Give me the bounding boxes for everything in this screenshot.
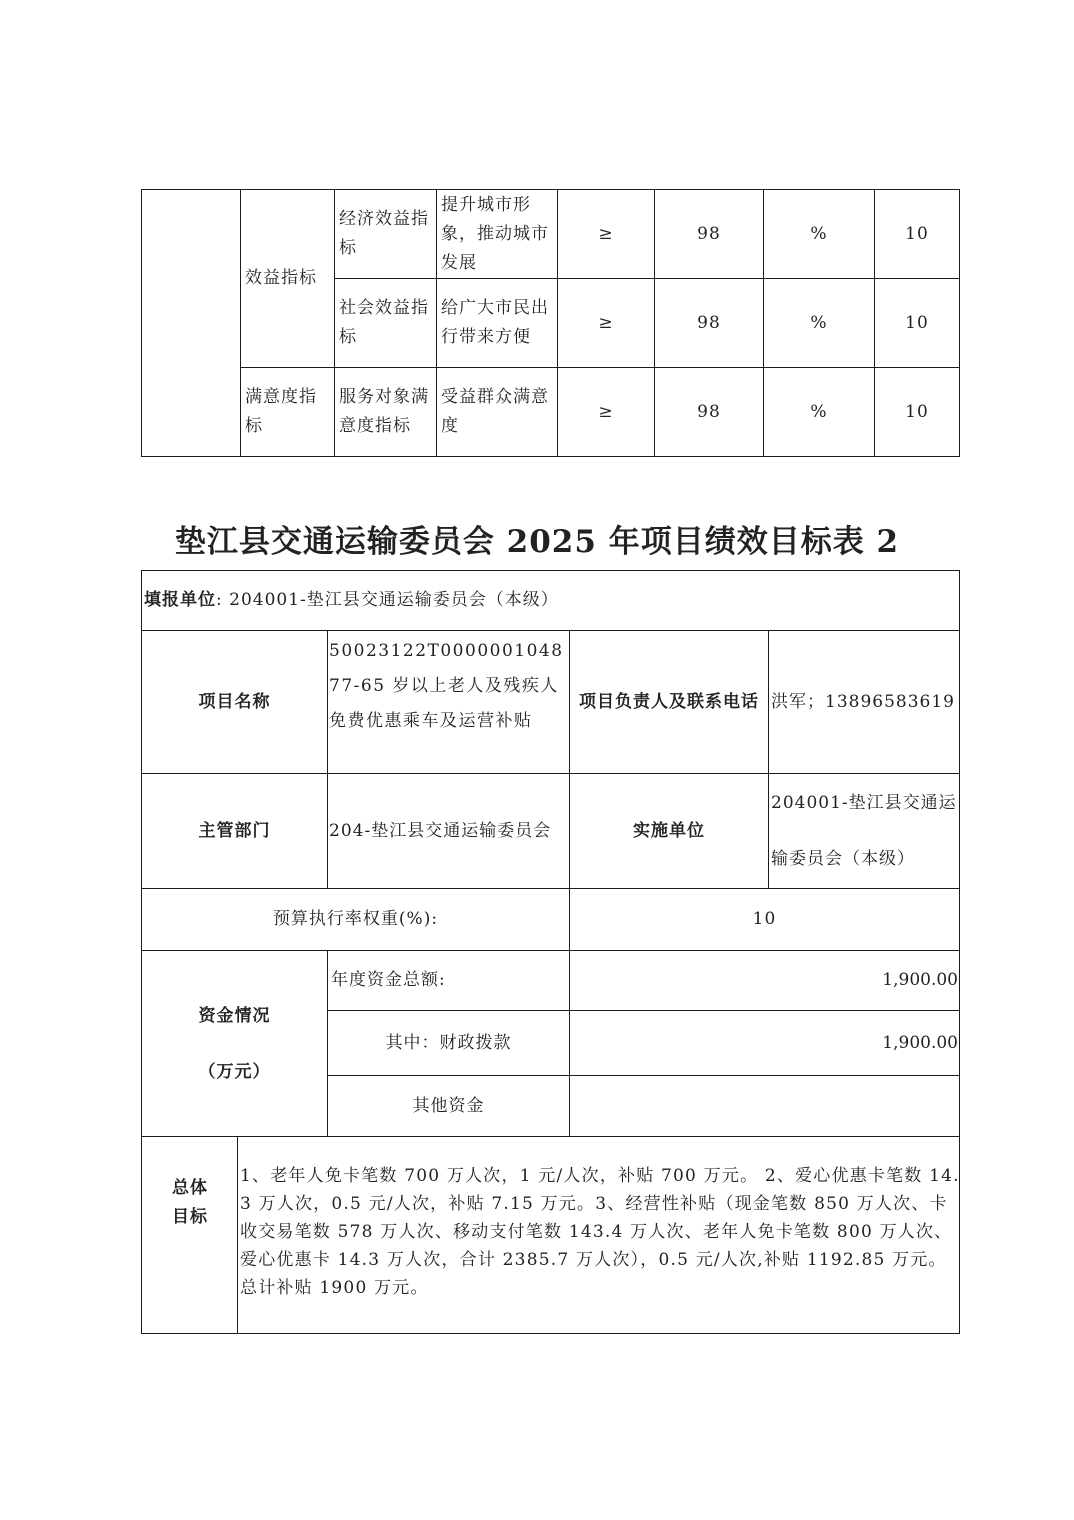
annual-total-value: 1,900.00 (882, 970, 958, 990)
indicator-category: 满意度指标 (245, 387, 317, 436)
indicator-unit: % (810, 223, 828, 244)
fill-unit-label: 填报单位 (144, 590, 216, 610)
indicator-weight: 10 (905, 401, 929, 422)
indicator-category: 效益指标 (245, 268, 317, 288)
fill-unit-row (144, 571, 958, 630)
owner-value: 洪军；13896583619 (771, 691, 955, 712)
indicator-subcategory: 社会效益指标 (339, 298, 429, 347)
goal-label: 总体目标 (172, 1178, 208, 1227)
funds-label: 资金情况 （万元） (198, 1005, 271, 1082)
goal-text: 1、老年人免卡笔数 700 万人次，1 元/人次，补贴 700 万元。 2、爱心优惠卡笔数 14.3 万人次，0.5 元/人次，补贴 7.15 万元。3、经营性补贴（现金笔数 850 万人次、卡收交易笔数 578 万人次、移动支付笔数 143.4 万人次、老年人免卡笔数 800 万人次、爱心优惠卡 14.3 万人次，合计 2385.7 万人次），0.5 元/人次,补贴 1192.85 万元。总计补贴 1900 万元。 (240, 1166, 960, 1298)
indicator-value: 98 (697, 401, 721, 422)
budget-rate-label: 预算执行率权重(%): (272, 909, 439, 929)
other-label: 其他资金 (412, 1095, 485, 1116)
other-value (570, 1076, 958, 1136)
page-title: 垫江县交通运输委员会 2025 年项目绩效目标表 2 (174, 524, 900, 560)
impl-label: 实施单位 (633, 820, 705, 841)
indicator-value: 98 (697, 223, 721, 244)
indicator-operator: ≥ (598, 312, 614, 333)
indicator-weight: 10 (905, 223, 929, 244)
impl-value: 204001-垫江县交通运输委员会（本级） (771, 793, 957, 869)
dept-value: 204-垫江县交通运输委员会 (329, 820, 552, 841)
indicator-operator: ≥ (598, 401, 614, 422)
indicator-subcategory: 服务对象满意度指标 (339, 387, 429, 436)
indicator-description: 受益群众满意度 (441, 387, 549, 436)
indicator-operator: ≥ (598, 223, 614, 244)
dept-label: 主管部门 (198, 820, 271, 841)
annual-total-label: 年度资金总额: (331, 970, 446, 990)
indicator-unit: % (810, 401, 828, 422)
project-name-label: 项目名称 (198, 691, 271, 712)
project-name-value: 50023122T000000104877-65 岁以上老人及残疾人免费优惠乘车及运营补贴 (329, 641, 564, 731)
indicator-description: 给广大市民出行带来方便 (441, 298, 549, 347)
owner-label: 项目负责人及联系电话 (579, 692, 759, 712)
indicator-unit: % (810, 312, 828, 333)
fiscal-label: 其中：财政拨款 (385, 1032, 512, 1053)
indicator-description: 提升城市形象，推动城市发展 (441, 194, 549, 273)
indicator-weight: 10 (905, 312, 929, 333)
indicator-subcategory: 经济效益指标 (339, 209, 429, 258)
fill-unit-value: : 204001-垫江县交通运输委员会（本级） (216, 590, 559, 610)
indicator-value: 98 (697, 312, 721, 333)
budget-rate-value: 10 (752, 909, 777, 929)
fiscal-value: 1,900.00 (882, 1032, 958, 1053)
